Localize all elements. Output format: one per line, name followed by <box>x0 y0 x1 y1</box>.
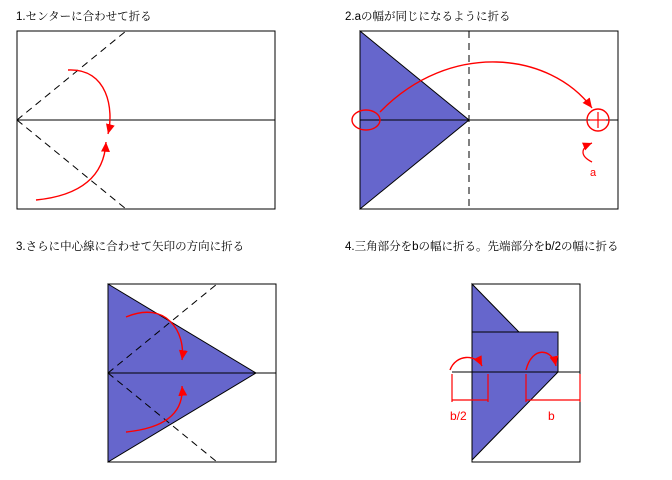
step-2-svg <box>340 30 640 220</box>
step-3-diagram <box>16 262 316 472</box>
step-1-diagram <box>16 30 291 220</box>
step-1-svg <box>16 30 291 220</box>
step-1-caption: 1.センターに合わせて折る <box>16 11 152 23</box>
step-3-svg <box>16 262 316 472</box>
step-3-caption: 3.さらに中心線に合わせて矢印の方向に折る <box>16 241 245 253</box>
label-b-half: b/2 <box>450 409 467 423</box>
step-4-caption: 4.三角部分をbの幅に折る。先端部分をb/2の幅に折る <box>345 241 619 253</box>
step-2-caption: 2.aの幅が同じになるように折る <box>345 11 511 23</box>
label-b: b <box>548 409 555 423</box>
step-4-svg <box>340 262 650 472</box>
step-2-diagram <box>340 30 640 220</box>
label-a: a <box>590 167 597 179</box>
step-4-diagram <box>340 262 650 472</box>
